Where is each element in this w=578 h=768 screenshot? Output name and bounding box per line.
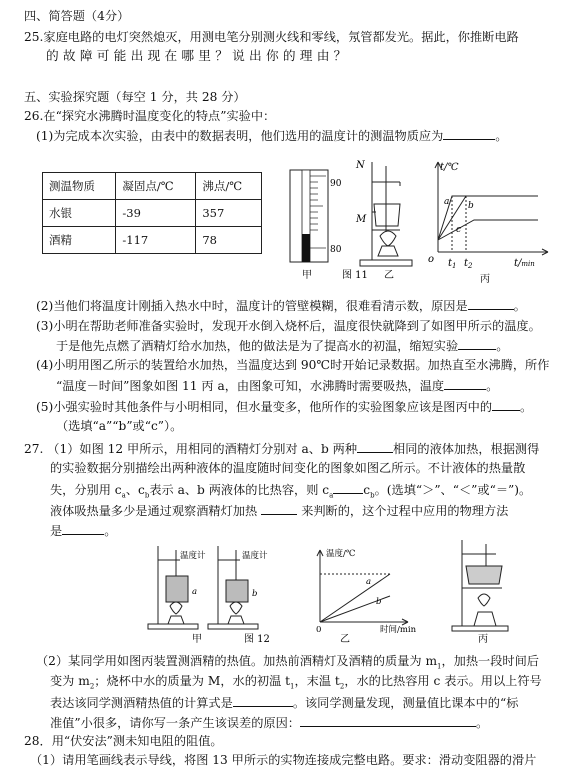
table-header-cell: 沸点/℃ bbox=[196, 173, 262, 200]
q26-p5-line1 bbox=[36, 398, 532, 415]
q26-p3-blank[interactable] bbox=[458, 337, 496, 350]
label-bing: 丙 bbox=[480, 274, 490, 285]
q26-p1 bbox=[36, 127, 507, 144]
label-fig12: 图 12 bbox=[244, 634, 270, 645]
q28-p1: （1）请用笔画线表示导线，将图 13 甲所示的实物连接成完整电路。要求：滑动变阻器的滑片 bbox=[30, 753, 537, 767]
q26-stem: 26.在“探究水沸腾时温度变化的特点”实验中： bbox=[24, 109, 276, 123]
q26-p5-text: (5)小强实验时其他条件与小明相同，但水量变多，他所作的实验图象应该是图丙中的 bbox=[36, 400, 493, 414]
q27-line4: 液体吸热量多少是通过观察酒精灯加热 来判断的，这个过程中应用的物理方法 bbox=[50, 504, 509, 518]
q27-l4-blank[interactable] bbox=[261, 502, 297, 515]
alcohol-burner-apparatus-icon bbox=[452, 540, 508, 631]
graph-x-label: t/min bbox=[514, 258, 535, 269]
table-cell: -117 bbox=[116, 227, 196, 254]
curve-a-label: a bbox=[444, 197, 450, 207]
therm-label-2: 温度计 bbox=[242, 551, 268, 561]
q26-p3-line2 bbox=[56, 337, 508, 354]
q26-p4-end: 。 bbox=[486, 379, 499, 393]
label-jia: 甲 bbox=[192, 634, 202, 645]
graph12-x-label: 时间/min bbox=[380, 625, 417, 635]
q28-stem: 28．用“伏安法”测未知电阻的阻值。 bbox=[24, 734, 223, 748]
q26-p2-end: 。 bbox=[513, 299, 526, 313]
table-header-row bbox=[43, 173, 262, 200]
q26-p3-line1: (3)小明在帮助老师准备实验时，发现开水倒入烧杯后，温度很快就降到了如图甲所示的温度。 bbox=[36, 319, 541, 333]
graph-t1: $t_1$ bbox=[448, 258, 457, 270]
q27-p2-blank1[interactable] bbox=[233, 694, 293, 707]
q26-p5-line2: （选填“a”“b”或“c”）。 bbox=[56, 419, 183, 433]
table-cell: 78 bbox=[196, 227, 262, 254]
q26-p5-end: 。 bbox=[520, 400, 533, 414]
beaker-a-label: a bbox=[192, 587, 198, 597]
q26-p2-blank[interactable] bbox=[468, 297, 514, 310]
q27-line2: 的实验数据分别描绘出两种液体的温度随时间变化的图象如图乙所示。不计液体的热量散 bbox=[50, 461, 526, 475]
thermometer-icon bbox=[290, 170, 328, 262]
q25-line2: 的 故 障 可 能 出 现 在 哪 里 ？ 说 出 你 的 理 由 ？ bbox=[46, 48, 347, 63]
boiling-apparatus-icon bbox=[360, 162, 412, 266]
table-cell: 水银 bbox=[43, 200, 116, 227]
table-cell: 357 bbox=[196, 200, 262, 227]
label-jia: 甲 bbox=[302, 270, 312, 281]
curve-c-label: c bbox=[456, 225, 462, 235]
figure-11 bbox=[268, 152, 558, 292]
table-cell: 酒精 bbox=[43, 227, 116, 254]
q26-p3-text: 于是他先点燃了酒精灯给水加热，他的做法是为了提高水的初温，缩短实验 bbox=[56, 339, 459, 353]
graph12-curve-a: a bbox=[366, 577, 372, 587]
q26-p4-text: “温度－时间”图象如图 11 丙 a，由图象可知，水沸腾时需要吸热，温度 bbox=[56, 379, 445, 393]
q26-p5-blank[interactable] bbox=[492, 398, 520, 411]
label-yi: 乙 bbox=[340, 634, 350, 645]
beaker-b-label: b bbox=[252, 589, 258, 599]
temp-time-graph-12 bbox=[317, 550, 408, 625]
graph-origin: o bbox=[428, 254, 435, 265]
q26-p2 bbox=[36, 297, 526, 314]
q27-l3-blank[interactable] bbox=[333, 481, 363, 494]
table-header-cell: 凝固点/℃ bbox=[116, 173, 196, 200]
figure-12 bbox=[140, 540, 540, 648]
q27-p2-line2: 变为 $m_2$；烧杯中水的质量为 M，水的初温 $t_1$，末温 $t_2$，水的比热容用 c 表示。用以上符号 bbox=[50, 674, 542, 691]
section4-title: 四、简答题（4分） bbox=[24, 9, 130, 23]
q26-p4-blank[interactable] bbox=[444, 377, 486, 390]
temp-time-graph bbox=[435, 162, 548, 255]
q26-p1-blank[interactable] bbox=[443, 127, 495, 140]
label-M: M bbox=[356, 214, 367, 225]
q27-p2-blank2[interactable] bbox=[300, 714, 476, 727]
section5-title: 五、实验探究题（每空 1 分，共 28 分） bbox=[24, 90, 246, 104]
graph12-curve-b: b bbox=[376, 597, 382, 607]
q26-p4-line2 bbox=[56, 377, 498, 394]
q26-p3-end: 。 bbox=[496, 339, 509, 353]
q27-p2-line1: （2）某同学用如图丙装置测酒精的热值。加热前酒精灯及酒精的质量为 $m_1$，加热一段时间后 bbox=[36, 654, 539, 671]
graph-y-label: t/℃ bbox=[440, 162, 459, 173]
table-cell: -39 bbox=[116, 200, 196, 227]
label-N: N bbox=[356, 160, 365, 171]
q26-p1-end: 。 bbox=[495, 129, 508, 143]
q27-l1-text: 27. （1）如图 12 甲所示，用相同的酒精灯分别对 a、b 两种 bbox=[24, 442, 358, 456]
table-row bbox=[43, 227, 262, 254]
q27-l1-blank[interactable] bbox=[357, 440, 393, 453]
therm-label-bottom: 80 bbox=[330, 245, 342, 255]
label-fig11: 图 11 bbox=[342, 270, 368, 281]
q26-p2-text: (2)当他们将温度计刚插入热水中时，温度计的管壁模糊，很难看清示数，原因是 bbox=[36, 299, 468, 313]
q27-line5: 是 。 bbox=[50, 524, 117, 538]
table-row bbox=[43, 200, 262, 227]
q26-p1-text: (1)为完成本次实验，由表中的数据表明，他们选用的温度计的测温物质应为 bbox=[36, 129, 444, 143]
q27-l5-blank[interactable] bbox=[62, 522, 104, 535]
medium-table bbox=[42, 172, 262, 254]
table-header-cell: 测温物质 bbox=[43, 173, 116, 200]
therm-label-1: 温度计 bbox=[180, 551, 206, 561]
therm-label-top: 90 bbox=[330, 179, 342, 189]
q27-p2-line3: 表达该同学测酒精热值的计算式是 。该同学测量发现，测量值比课本中的“标 bbox=[50, 696, 519, 710]
curve-b-label: b bbox=[468, 201, 474, 211]
graph-t2: $t_2$ bbox=[464, 258, 473, 270]
q27-line1 bbox=[24, 440, 539, 457]
q27-p2-line4: 准值”小很多，请你写一条产生该误差的原因： 。 bbox=[50, 716, 489, 730]
q27-line3: 失，分别用 $c_a$、$c_b$表示 a、b 两液体的比热容，则 $c_a$ $c_b$。(选填“＞”、“＜”或“＝”)。 bbox=[50, 483, 532, 500]
label-bing: 丙 bbox=[478, 634, 488, 645]
q26-p4-line1: (4)小明用图乙所示的装置给水加热，当温度达到 90℃时开始记录数据。加热直至水沸腾，所作 bbox=[36, 358, 550, 372]
q25-line1: 25.家庭电路的电灯突然熄灭，用测电笔分别测火线和零线，氖管都发光。据此，你推断电路 bbox=[24, 30, 519, 44]
q27-l1-text2: 相同的液体加热，根据测得 bbox=[393, 442, 540, 456]
graph12-y-label: 温度/℃ bbox=[326, 549, 356, 559]
label-yi: 乙 bbox=[384, 270, 394, 281]
graph12-origin: 0 bbox=[316, 625, 322, 635]
